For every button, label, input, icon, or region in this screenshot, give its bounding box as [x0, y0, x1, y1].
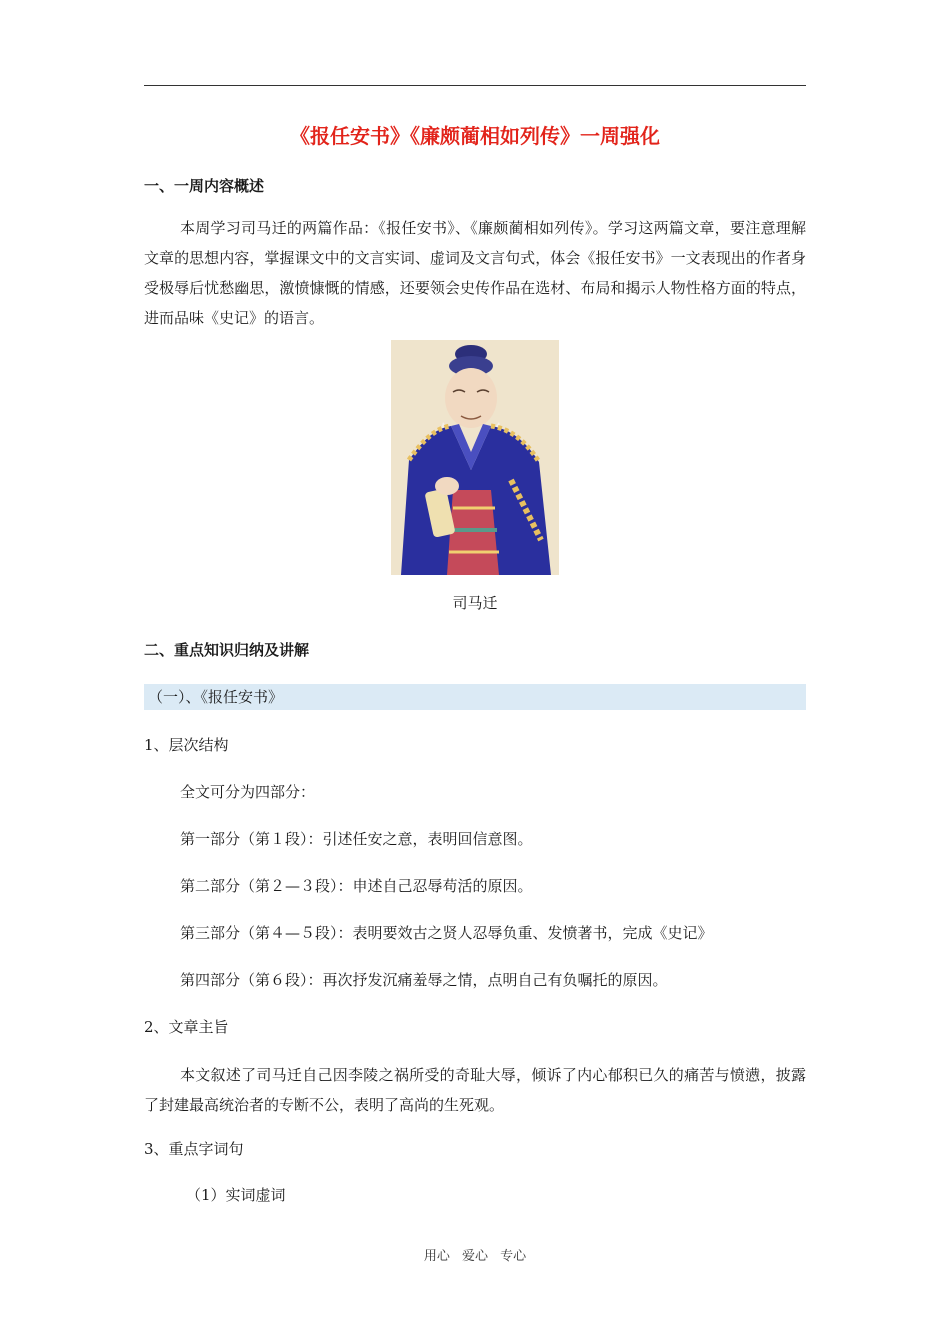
- section-heading-overview: 一、一周内容概述: [144, 177, 265, 195]
- structure-part-4: 第四部分（第６段）：再次抒发沉痛羞辱之情，点明自己有负嘱托的原因。: [180, 971, 668, 989]
- structure-heading: 1、层次结构: [144, 736, 229, 754]
- portrait-caption: 司马迁: [452, 594, 498, 612]
- keywords-heading: 3、重点字词句: [144, 1140, 244, 1158]
- page-footer: 用心 爱心 专心: [423, 1249, 527, 1264]
- keywords-subheading: （1）实词虚词: [186, 1186, 286, 1204]
- theme-heading: 2、文章主旨: [144, 1018, 229, 1036]
- structure-part-1: 第一部分（第１段）：引述任安之意，表明回信意图。: [180, 830, 533, 848]
- structure-part-3: 第三部分（第４—５段）：表明要效古之贤人忍辱负重、发愤著书，完成《史记》: [180, 924, 713, 942]
- sima-qian-portrait: [391, 340, 559, 575]
- section-heading-key-knowledge: 二、重点知识归纳及讲解: [144, 641, 310, 659]
- structure-intro: 全文可分为四部分：: [180, 783, 316, 801]
- theme-paragraph: 本文叙述了司马迁自己因李陵之祸所受的奇耻大辱，倾诉了内心郁积已久的痛苦与愤懑，披露了封建最高统治者的专断不公，表明了高尚的生死观。: [144, 1066, 806, 1114]
- document-title: 《报任安书》《廉颇蔺相如列传》一周强化: [290, 124, 660, 148]
- structure-part-2: 第二部分（第２—３段）：申述自己忍辱苟活的原因。: [180, 877, 533, 895]
- header-rule: [144, 85, 806, 86]
- overview-paragraph: 本周学习司马迁的两篇作品：《报任安书》、《廉颇蔺相如列传》。学习这两篇文章，要注意理解文章的思想内容，掌握课文中的文言实词、虚词及文言句式，体会《报任安书》一文表现出的作者身受极辱后忧愁幽思，激愤慷慨的情感，还要领会史传作品在选材、布局和揭示人物性格方面的特点，进而品味《史记》的语言。: [144, 219, 806, 327]
- subsection-bar: [144, 684, 806, 710]
- subsection-title: （一）、《报任安书》: [148, 688, 284, 706]
